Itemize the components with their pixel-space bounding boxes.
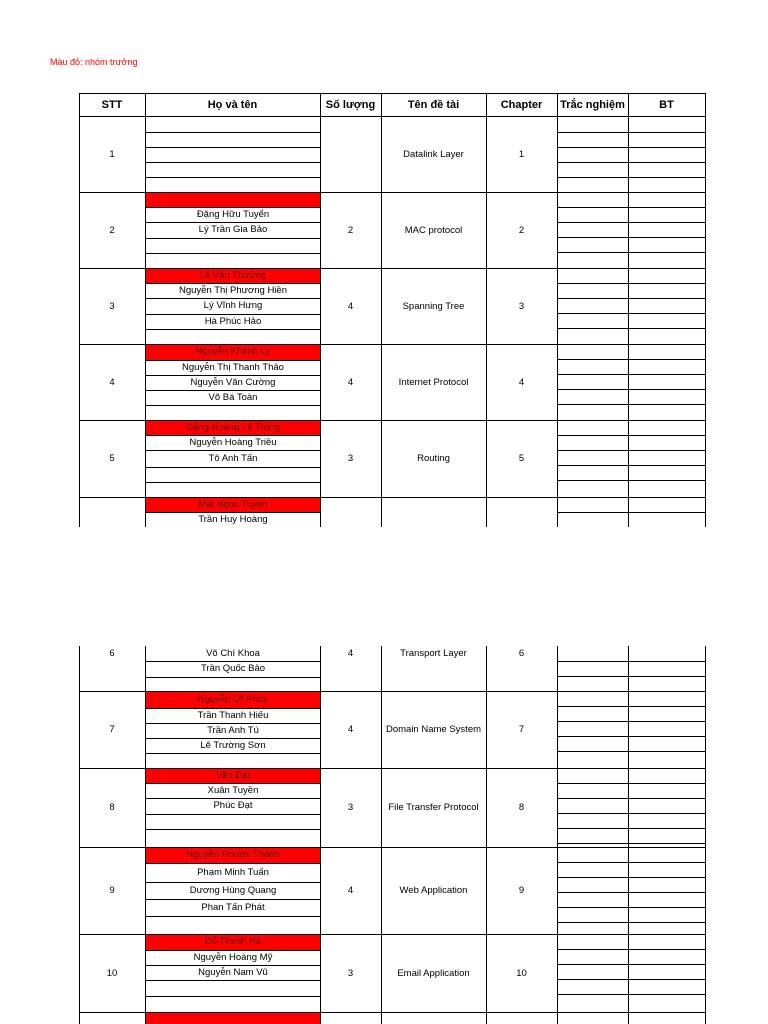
name-row-line: [145, 996, 321, 997]
grid-line: [557, 847, 558, 934]
name-row-line: [145, 405, 321, 406]
chapter-cell: 2: [518, 224, 525, 236]
name-row-line: [145, 329, 321, 330]
count-cell: 3: [347, 453, 354, 464]
score-row-line: [557, 964, 706, 965]
grid-line: [557, 934, 558, 1012]
stt-cell: 8: [109, 802, 115, 813]
score-row-line: [557, 374, 706, 375]
chapter-cell: 9: [518, 885, 525, 896]
member-name: Nguyễn Hoàng Mỹ: [193, 951, 273, 963]
name-row-line: [145, 899, 321, 900]
name-row-line: [145, 467, 321, 468]
grid-line: [628, 268, 629, 344]
score-row-line: [557, 512, 706, 513]
member-name: Nguyễn Nam Vũ: [198, 966, 268, 978]
grid-line: [557, 117, 558, 192]
header-stt: STT: [101, 99, 123, 111]
count-cell: [320, 117, 381, 192]
score-row-line: [557, 877, 706, 878]
score-row-line: [557, 162, 706, 163]
leader-name: Văn Đạt: [215, 769, 251, 781]
grid-line: [628, 768, 629, 847]
topic-cell: Spanning Tree: [402, 300, 465, 312]
score-row-line: [557, 751, 706, 752]
member-name: Trần Quốc Bảo: [200, 663, 266, 674]
grid-line: [145, 93, 146, 116]
name-row-line: [145, 814, 321, 815]
grid-line: [557, 1012, 558, 1024]
member-name: Lê Trường Sơn: [200, 739, 266, 751]
header-chapter: Chapter: [500, 99, 543, 111]
stt-cell: 7: [109, 724, 115, 735]
topic-cell: Transport Layer: [400, 648, 467, 659]
grid-line: [705, 691, 706, 768]
header-count: Số lượng: [325, 99, 376, 111]
member-name: Nguyễn Hoàng Triều: [189, 436, 277, 448]
grid-line: [705, 847, 706, 934]
member-name: Dương Hùng Quang: [189, 884, 277, 896]
grid-line: [628, 192, 629, 268]
score-row-line: [557, 721, 706, 722]
member-name: Trần Anh Tú: [207, 724, 259, 736]
score-row-line: [557, 843, 706, 844]
grid-line: [705, 934, 706, 1012]
leader-name: Nguyễn Phước Thành: [186, 849, 280, 860]
score-row-line: [557, 177, 706, 178]
score-row-line: [557, 237, 706, 238]
name-row-line: [145, 863, 321, 864]
count-cell: 4: [347, 724, 354, 735]
score-row-line: [557, 313, 706, 314]
score-row-line: [557, 783, 706, 784]
member-name: Phan Tấn Phát: [201, 901, 265, 913]
name-row-line: [145, 661, 321, 662]
grid-line: [628, 1012, 629, 1024]
grid-line: [557, 768, 558, 847]
topic-cell: Routing: [417, 453, 450, 464]
grid-line: [628, 420, 629, 497]
member-name: Hà Phúc Hảo: [204, 315, 262, 327]
name-row-line: [145, 222, 321, 223]
name-row-line: [145, 980, 321, 981]
stt-cell: 3: [109, 300, 115, 312]
score-row-line: [557, 994, 706, 995]
grid-line: [381, 93, 382, 116]
header-bt: BT: [659, 99, 674, 111]
grid-line: [628, 344, 629, 420]
grid-line: [486, 93, 487, 116]
leader-name: Lê Văn Thường: [199, 269, 267, 281]
topic-cell: Email Application: [397, 967, 470, 979]
score-row-line: [557, 922, 706, 923]
header-quiz: Trắc nghiệm: [560, 99, 625, 111]
score-row-line: [557, 359, 706, 360]
score-row-line: [557, 907, 706, 908]
leader-highlight: [146, 193, 320, 207]
score-row-line: [557, 435, 706, 436]
score-row-line: [557, 465, 706, 466]
legend-note: Màu đỏ: nhóm trưởng: [50, 57, 138, 67]
member-name: Võ Chí Khoa: [206, 647, 260, 659]
name-row-line: [145, 882, 321, 883]
chapter-cell: 5: [518, 453, 525, 464]
grid-line: [320, 1012, 321, 1024]
grid-line: [79, 1012, 80, 1024]
score-row-line: [557, 676, 706, 677]
topic-cell: Internet Protocol: [398, 376, 469, 388]
chapter-cell: 10: [516, 967, 527, 979]
member-name: Lý Vĩnh Hưng: [203, 300, 263, 311]
score-row-line: [557, 222, 706, 223]
member-name: Tô Anh Tấn: [208, 452, 258, 464]
name-row-line: [145, 916, 321, 917]
score-row-line: [557, 706, 706, 707]
leader-highlight: [146, 1013, 320, 1024]
name-row-line: [145, 177, 321, 178]
chapter-cell: 4: [518, 376, 525, 388]
name-row-line: [145, 482, 321, 483]
leader-name: Mai Ngọc Tuyền: [198, 498, 268, 510]
stt-cell: 5: [109, 453, 115, 464]
grid-line: [705, 1012, 706, 1024]
grid-line: [705, 117, 706, 192]
name-row-line: [145, 162, 321, 163]
name-row-line: [145, 147, 321, 148]
member-name: Phạm Minh Tuấn: [197, 866, 269, 878]
topic-cell: Datalink Layer: [403, 149, 464, 160]
grid-line: [628, 934, 629, 1012]
member-name: Nguyễn Văn Cường: [190, 376, 276, 388]
score-row-line: [557, 828, 706, 829]
score-row-line: [557, 813, 706, 814]
member-name: Phúc Đạt: [213, 800, 253, 811]
grid-line: [79, 93, 80, 116]
grid-line: [486, 497, 487, 527]
score-row-line: [557, 252, 706, 253]
header-name: Họ và tên: [207, 99, 258, 111]
count-cell: 3: [347, 967, 354, 979]
score-row-line: [557, 450, 706, 451]
count-cell: 3: [347, 802, 354, 813]
stt-cell: 6: [109, 648, 115, 659]
score-row-line: [557, 979, 706, 980]
header-topic: Tên đề tài: [407, 99, 460, 111]
score-row-line: [557, 480, 706, 481]
grid-line: [557, 93, 558, 116]
name-row-line: [145, 450, 321, 451]
grid-line: [628, 93, 629, 116]
leader-name: Đỗ Thanh Hà: [204, 936, 262, 947]
member-name: Nguyễn Thị Phương Hiền: [178, 284, 287, 296]
stt-cell: 2: [109, 224, 115, 236]
name-row-line: [145, 798, 321, 799]
member-name: Nguyễn Thị Thanh Thảo: [182, 361, 284, 373]
count-cell: 4: [347, 648, 354, 659]
member-name: Xuân Tuyền: [207, 784, 259, 796]
chapter-cell: 8: [518, 802, 525, 813]
leader-name: Nguyễn Lê Phúc: [197, 693, 269, 705]
stt-cell: 10: [106, 967, 118, 979]
leader-name: Đặng Hoàng Lê Trung: [186, 421, 280, 433]
grid-line: [705, 344, 706, 420]
member-name: Trần Huy Hoàng: [198, 513, 268, 525]
score-row-line: [557, 736, 706, 737]
score-row-line: [557, 207, 706, 208]
grid-line: [705, 768, 706, 847]
score-row-line: [557, 283, 706, 284]
grid-line: [705, 192, 706, 268]
member-name: Trần Thanh Hiếu: [197, 709, 269, 721]
count-cell: 2: [347, 224, 354, 236]
grid-line: [705, 93, 706, 116]
grid-line: [628, 691, 629, 768]
grid-line: [320, 93, 321, 116]
score-row-line: [557, 328, 706, 329]
chapter-cell: 7: [518, 724, 525, 735]
name-row-line: [145, 829, 321, 830]
member-name: Lý Trần Gia Bảo: [198, 224, 268, 235]
score-row-line: [557, 892, 706, 893]
stt-cell: 1: [109, 149, 115, 160]
grid-line: [628, 117, 629, 192]
name-row-line: [145, 677, 321, 678]
leader-name: Nguyễn Khánh Ly: [195, 346, 271, 357]
score-row-line: [557, 404, 706, 405]
grid-line: [79, 497, 80, 527]
topic-cell: Domain Name System: [385, 724, 482, 735]
grid-line: [557, 646, 558, 691]
count-cell: 4: [347, 300, 354, 312]
grid-line: [557, 192, 558, 268]
stt-cell: 4: [109, 376, 115, 388]
grid-line: [486, 1012, 487, 1024]
score-row-line: [557, 949, 706, 950]
count-cell: 4: [347, 376, 354, 388]
chapter-cell: 6: [518, 648, 525, 659]
grid-line: [381, 497, 382, 527]
chapter-cell: 3: [518, 300, 525, 312]
chapter-cell: 1: [518, 149, 525, 160]
grid-line: [557, 344, 558, 420]
topic-cell: Web Application: [399, 885, 468, 896]
grid-line: [705, 268, 706, 344]
grid-line: [145, 117, 146, 192]
score-row-line: [557, 661, 706, 662]
member-name: Võ Bá Toàn: [208, 391, 258, 403]
score-row-line: [557, 147, 706, 148]
name-row-line: [145, 298, 321, 299]
score-row-line: [557, 132, 706, 133]
score-row-line: [557, 862, 706, 863]
grid-line: [557, 420, 558, 497]
score-row-line: [557, 389, 706, 390]
name-row-line: [145, 132, 321, 133]
name-row-line: [145, 753, 321, 754]
grid-line: [557, 268, 558, 344]
grid-line: [705, 646, 706, 691]
name-row-line: [145, 253, 321, 254]
topic-cell: File Transfer Protocol: [388, 802, 479, 813]
score-row-line: [557, 798, 706, 799]
score-row-line: [557, 298, 706, 299]
header-top-border: [79, 93, 706, 94]
stt-cell: 9: [109, 885, 115, 896]
grid-line: [628, 646, 629, 691]
topic-cell: MAC protocol: [404, 224, 463, 236]
member-name: Đặng Hữu Tuyển: [196, 208, 270, 220]
count-cell: 4: [347, 885, 354, 896]
grid-line: [705, 420, 706, 497]
grid-line: [381, 1012, 382, 1024]
grid-line: [628, 847, 629, 934]
name-row-line: [145, 238, 321, 239]
grid-line: [557, 691, 558, 768]
